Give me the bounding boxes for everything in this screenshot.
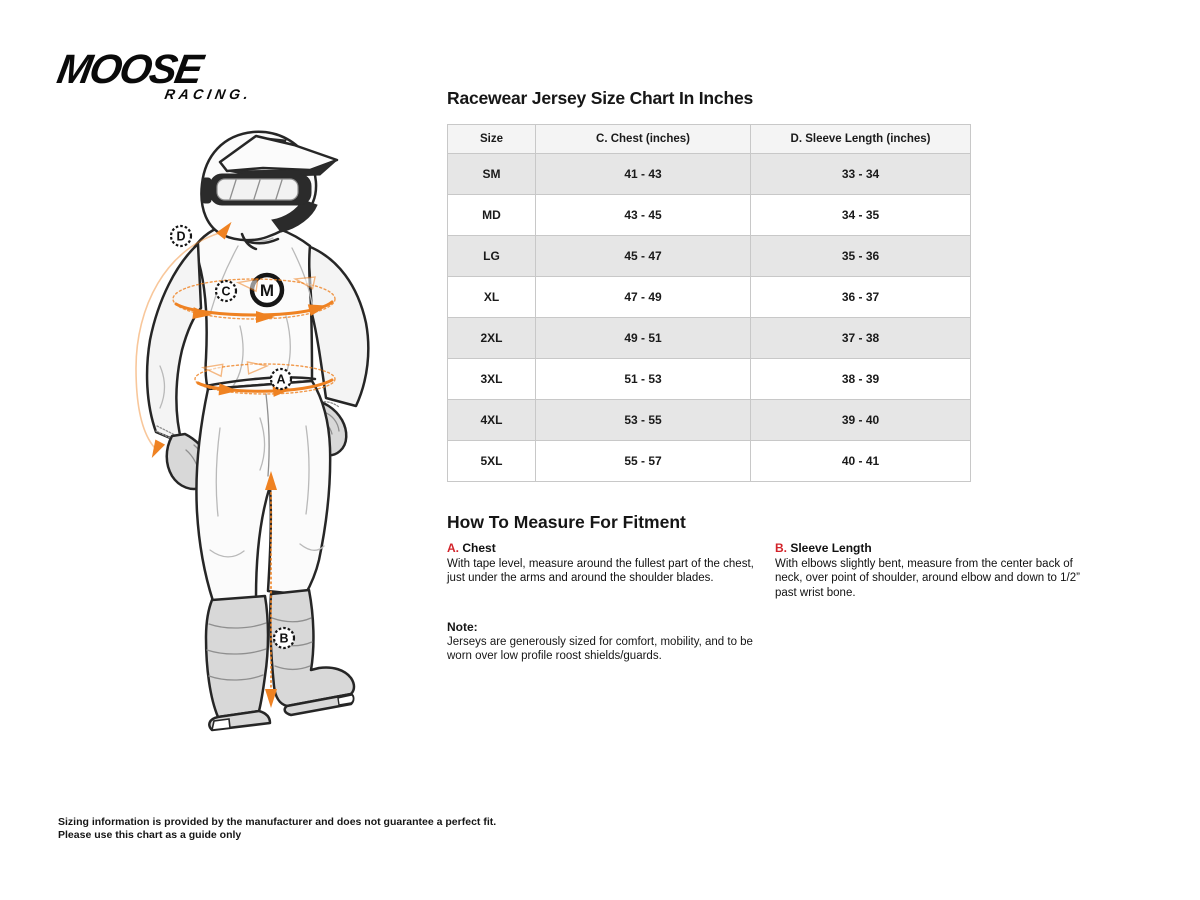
- sleeve-cell: 34 - 35: [751, 195, 971, 236]
- column-header-sleeve: D. Sleeve Length (inches): [751, 125, 971, 154]
- disclaimer-line-1: Sizing information is provided by the manufacturer and does not guarantee a perfect fit.: [58, 816, 497, 828]
- size-cell: SM: [448, 154, 536, 195]
- table-row: [448, 195, 971, 236]
- measure-section-title: How To Measure For Fitment: [447, 512, 686, 532]
- chest-logo-letter: M: [259, 281, 275, 300]
- table-row: [448, 359, 971, 400]
- sleeve-cell: 33 - 34: [751, 154, 971, 195]
- chest-cell: 41 - 43: [536, 154, 751, 195]
- brand-name: MOOSE: [53, 46, 205, 92]
- rider-illustration: [147, 132, 368, 730]
- note-text: Jerseys are generously sized for comfort, mobility, and to be worn over low profile roost shields/guards.: [447, 635, 753, 662]
- note-block: [447, 620, 762, 664]
- table-header-row: [448, 125, 971, 154]
- table-row: [448, 318, 971, 359]
- sleeve-cell: 37 - 38: [751, 318, 971, 359]
- measurement-marker-a: [271, 369, 291, 389]
- measurement-marker-b: [274, 628, 294, 648]
- measure-text-chest: With tape level, measure around the fullest part of the chest, just under the arms and around the shoulder blades.: [447, 557, 754, 584]
- disclaimer-line-2: Please use this chart as a guide only: [58, 828, 242, 841]
- sleeve-cell: 38 - 39: [751, 359, 971, 400]
- svg-text:D: D: [176, 229, 186, 244]
- disclaimer: [58, 816, 496, 841]
- size-cell: LG: [448, 236, 536, 277]
- measure-text-sleeve: With elbows slightly bent, measure from the center back of neck, over point of shoulder, around elbow and down to 1/2” past wrist bone.: [775, 557, 1080, 599]
- chest-cell: 55 - 57: [536, 441, 751, 482]
- column-header-size: Size: [448, 125, 536, 154]
- measure-item-heading: [447, 541, 769, 556]
- chest-cell: 49 - 51: [536, 318, 751, 359]
- measure-name-sleeve: Sleeve Length: [790, 541, 872, 555]
- svg-text:A: A: [276, 372, 286, 387]
- size-cell: 3XL: [448, 359, 536, 400]
- measure-item-sleeve: [775, 541, 1083, 600]
- chest-cell: 45 - 47: [536, 236, 751, 277]
- note-label: Note:: [447, 620, 478, 634]
- table-row: [448, 441, 971, 482]
- size-cell: MD: [448, 195, 536, 236]
- measure-item-heading: [775, 541, 1083, 556]
- rider-measurement-diagram: [60, 118, 440, 778]
- svg-text:B: B: [279, 631, 289, 646]
- measure-letter-a: A.: [447, 541, 459, 555]
- chest-cell: 43 - 45: [536, 195, 751, 236]
- size-cell: XL: [448, 277, 536, 318]
- sleeve-cell: 39 - 40: [751, 400, 971, 441]
- measure-name-chest: Chest: [462, 541, 496, 555]
- measurement-marker-c: [216, 281, 236, 301]
- measure-item-chest: [447, 541, 769, 586]
- chest-cell: 51 - 53: [536, 359, 751, 400]
- sleeve-cell: 40 - 41: [751, 441, 971, 482]
- size-chart-table: [447, 124, 971, 482]
- size-chart-title: Racewear Jersey Size Chart In Inches: [447, 88, 754, 108]
- column-header-chest: C. Chest (inches): [536, 125, 751, 154]
- brand-subtitle: RACING.: [163, 86, 254, 102]
- svg-text:C: C: [221, 284, 231, 299]
- size-cell: 2XL: [448, 318, 536, 359]
- size-table-body: [448, 154, 971, 482]
- size-cell: 4XL: [448, 400, 536, 441]
- table-row: [448, 154, 971, 195]
- chest-cell: 47 - 49: [536, 277, 751, 318]
- table-row: [448, 400, 971, 441]
- table-row: [448, 277, 971, 318]
- chest-cell: 53 - 55: [536, 400, 751, 441]
- brand-logo: [53, 46, 258, 102]
- sleeve-cell: 36 - 37: [751, 277, 971, 318]
- measurement-marker-d: [171, 226, 191, 246]
- size-cell: 5XL: [448, 441, 536, 482]
- sleeve-cell: 35 - 36: [751, 236, 971, 277]
- measure-letter-b: B.: [775, 541, 787, 555]
- table-row: [448, 236, 971, 277]
